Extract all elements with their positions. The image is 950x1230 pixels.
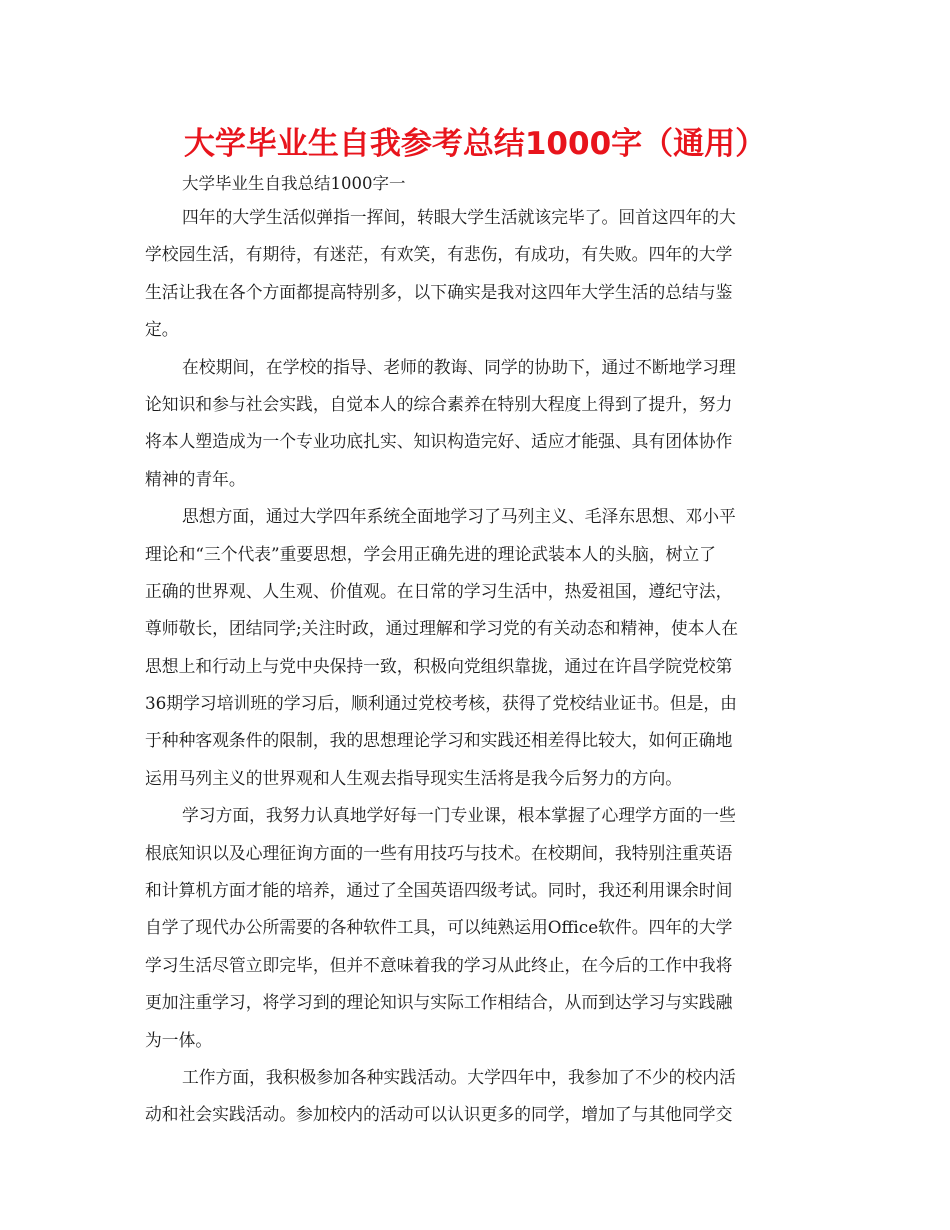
paragraph-line: 和计算机方面才能的培养，通过了全国英语四级考试。同时，我还利用课余时间	[145, 880, 733, 901]
paragraph	[145, 498, 807, 797]
paragraph-line: 工作方面，我积极参加各种实践活动。大学四年中，我参加了不少的校内活	[182, 1066, 736, 1087]
paragraph-line: 尊师敬长，团结同学;关注时政，通过理解和学习党的有关动态和精神，使本人在	[145, 618, 739, 639]
paragraph-line: 自学了现代办公所需要的各种软件工具，可以纯熟运用Office软件。四年的大学	[145, 917, 733, 938]
paragraph-line: 理论和“三个代表”重要思想，学会用正确先进的理论武装本人的头脑，树立了	[145, 543, 716, 564]
document-subtitle: 大学毕业生自我总结1000字一	[182, 174, 406, 193]
paragraph	[145, 349, 807, 499]
paragraph-line: 为一体。	[145, 1029, 213, 1050]
paragraph-line: 四年的大学生活似弹指一挥间，转眼大学生活就该完毕了。回首这四年的大	[182, 207, 736, 227]
paragraph-line: 运用马列主义的世界观和人生观去指导现实生活将是我今后努力的方向。	[145, 767, 683, 788]
paragraph-line: 于种种客观条件的限制，我的思想理论学习和实践还相差得比较大，如何正确地	[145, 730, 733, 751]
paragraph	[145, 797, 807, 1059]
paragraph-line: 思想上和行动上与党中央保持一致，积极向党组织靠拢，通过在许昌学院党校第	[145, 655, 733, 676]
document-body	[145, 199, 807, 1134]
document-title: 大学毕业生自我参考总结1000字（通用）	[183, 126, 767, 162]
paragraph-line: 生活让我在各个方面都提高特别多，以下确实是我对这四年大学生活的总结与鉴	[145, 281, 733, 302]
paragraph-line: 正确的世界观、人生观、价值观。在日常的学习生活中，热爱祖国，遵纪守法，	[145, 580, 733, 601]
paragraph-line: 根底知识以及心理征询方面的一些有用技巧与技术。在校期间，我特别注重英语	[145, 842, 733, 863]
paragraph-line: 学校园生活，有期待，有迷茫，有欢笑，有悲伤，有成功，有失败。四年的大学	[145, 244, 733, 265]
paragraph-line: 学习生活尽管立即完毕，但并不意味着我的学习从此终止，在今后的工作中我将	[145, 954, 733, 975]
paragraph-line: 论知识和参与社会实践，自觉本人的综合素养在特别大程度上得到了提升，努力	[145, 393, 733, 414]
paragraph-line: 将本人塑造成为一个专业功底扎实、知识构造完好、适应才能强、具有团体协作	[145, 431, 733, 452]
paragraph	[145, 1059, 807, 1134]
paragraph-line: 更加注重学习，将学习到的理论知识与实际工作相结合，从而到达学习与实践融	[145, 992, 733, 1013]
paragraph	[145, 199, 807, 349]
paragraph-line: 36期学习培训班的学习后，顺利通过党校考核，获得了党校结业证书。但是，由	[145, 693, 737, 714]
paragraph-line: 动和社会实践活动。参加校内的活动可以认识更多的同学，增加了与其他同学交	[145, 1104, 733, 1125]
paragraph-line: 精神的青年。	[145, 468, 246, 489]
paragraph-line: 定。	[145, 319, 179, 340]
paragraph-line: 学习方面，我努力认真地学好每一门专业课，根本掌握了心理学方面的一些	[182, 805, 736, 826]
paragraph-line: 思想方面，通过大学四年系统全面地学习了马列主义、毛泽东思想、邓小平	[182, 506, 736, 527]
paragraph-line: 在校期间，在学校的指导、老师的教诲、同学的协助下，通过不断地学习理	[182, 356, 736, 377]
